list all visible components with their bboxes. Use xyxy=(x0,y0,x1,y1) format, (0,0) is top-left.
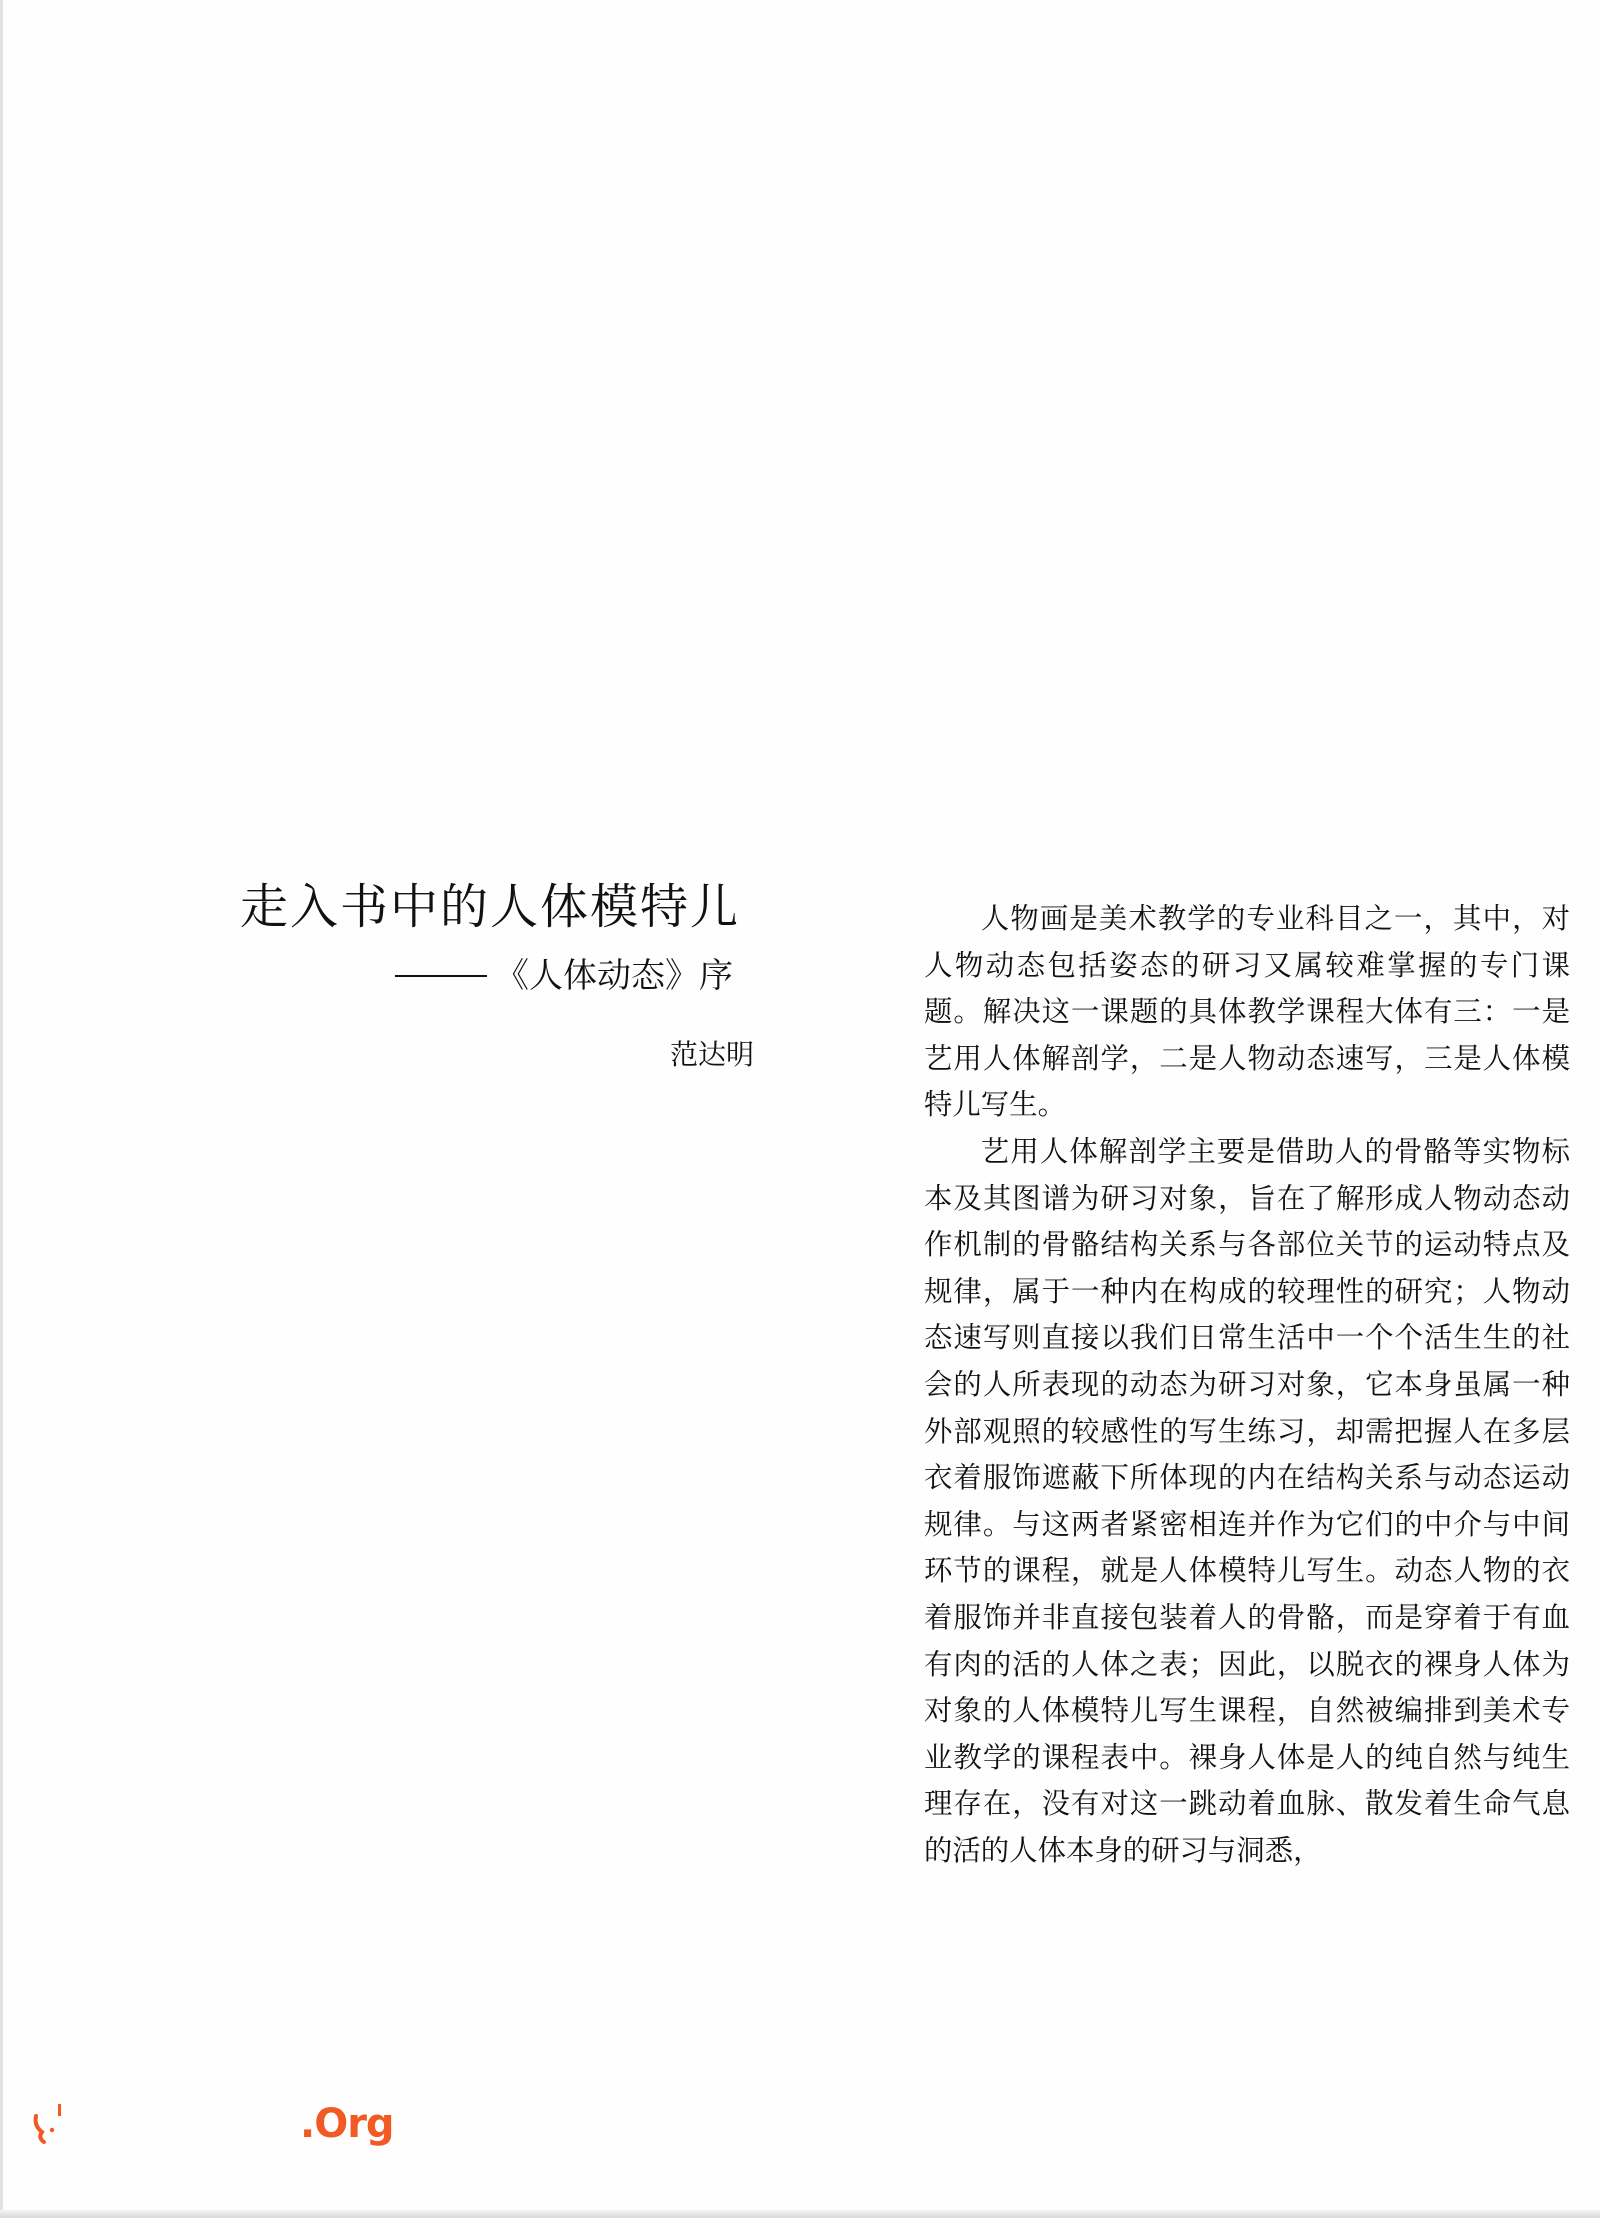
watermark-text: .Org xyxy=(300,2101,394,2147)
article-subtitle: 《人体动态》序 xyxy=(495,956,733,996)
article-body xyxy=(924,896,1570,1874)
article-subtitle-row xyxy=(395,952,733,1000)
watermark-logo-icon xyxy=(28,2096,88,2146)
scan-edge-left xyxy=(0,0,3,2218)
body-paragraph: 人物画是美术教学的专业科目之一，其中，对人物动态包括姿态的研习又属较难掌握的专门课题。解决这一课题的具体教学课程大体有三：一是艺用人体解剖学，二是人物动态速写，三是人体模特儿写生。 xyxy=(924,902,1570,1122)
scan-edge-bottom xyxy=(0,2210,1600,2218)
watermark xyxy=(28,2090,394,2160)
article-title: 走入书中的人体模特儿 xyxy=(240,879,741,935)
author-name: 范达明 xyxy=(670,1038,755,1071)
subtitle-dash xyxy=(395,975,487,977)
body-paragraph: 艺用人体解剖学主要是借助人的骨骼等实物标本及其图谱为研习对象，旨在了解形成人物动态动作机制的骨骼结构关系与各部位关节的运动特点及规律，属于一种内在构成的较理性的研究；人物动态速写则直接以我们日常生活中一个个活生生的社会的人所表现的动态为研习对象，它本身虽属一种外部观照的较感性的写生练习，却需把握人在多层衣着服饰遮蔽下所体现的内在结构关系与动态运动规律。与这两者紧密相连并作为它们的中介与中间环节的课程，就是人体模特儿写生。动态人物的衣着服饰并非直接包装着人的骨骼，而是穿着于有血有肉的活的人体之表；因此，以脱衣的裸身人体为对象的人体模特儿写生课程，自然被编排到美术专业教学的课程表中。裸身人体是人的纯自然与纯生理存在，没有对这一跳动着血脉、散发着生命气息的活的人体本身的研习与洞悉， xyxy=(924,1134,1570,1867)
